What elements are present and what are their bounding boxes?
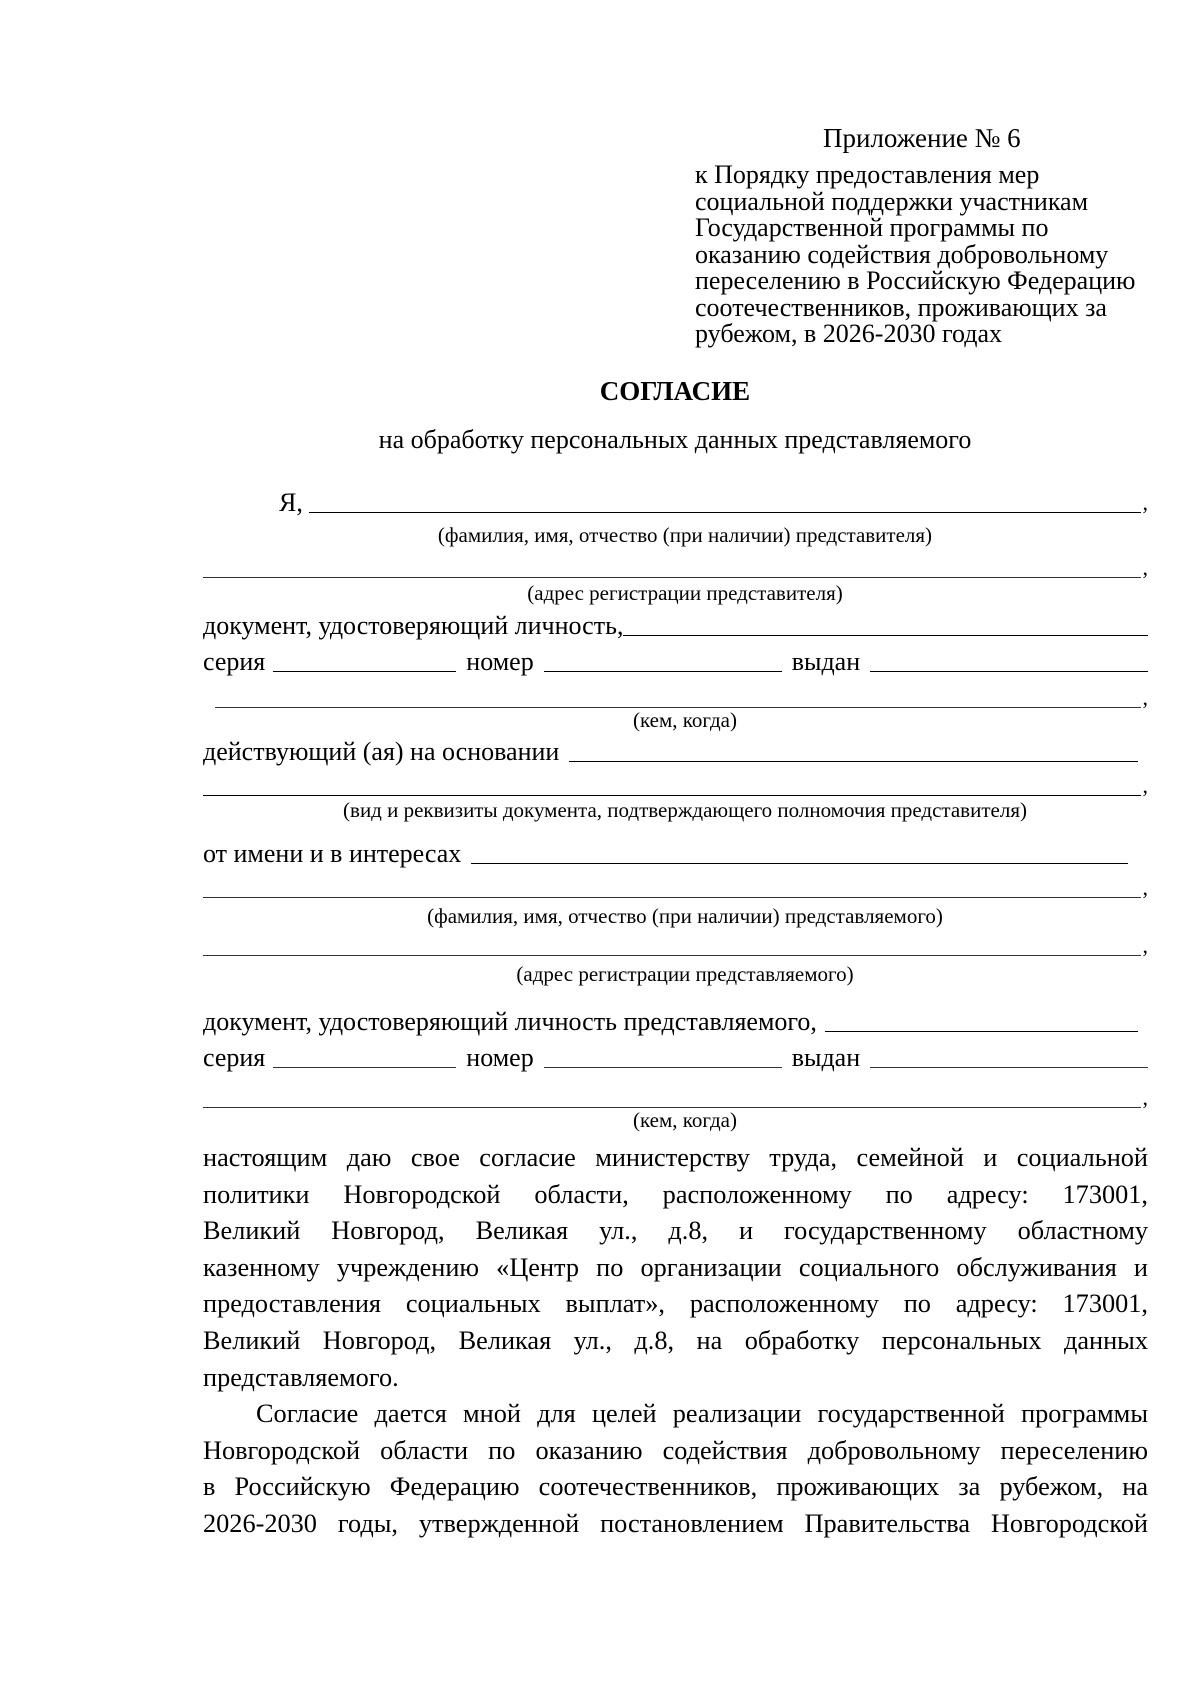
- represented-address-row: [203, 930, 1148, 962]
- paragraph-line: настоящим даю свое согласие министерству труда, семейной и социальной: [203, 1143, 1148, 1172]
- caption-representative-address: (адрес регистрации представителя): [527, 581, 843, 605]
- on-behalf-label: от имени и в интересах: [203, 839, 462, 868]
- caption-issued-by: (кем, когда): [633, 708, 737, 732]
- comma: ,: [1142, 773, 1148, 798]
- represented-series-row: [203, 1042, 1148, 1074]
- series-label: серия: [203, 1043, 266, 1072]
- appendix-line: к Порядку предоставления мер: [695, 160, 1040, 189]
- paragraph-line: в Российскую Федерацию соотечественников, проживающих за рубежом, на: [203, 1472, 1148, 1502]
- series-field[interactable]: [273, 671, 456, 672]
- paragraph-line: представляемого.: [203, 1362, 399, 1392]
- paragraph-line: Новгородской области по оказанию содействия добровольному переселению: [203, 1435, 1148, 1465]
- comma: ,: [1142, 875, 1148, 900]
- on-behalf-field[interactable]: [471, 863, 1128, 864]
- appendix-reference: [695, 162, 1165, 348]
- appendix-line: Государственной программы по: [695, 213, 1049, 242]
- series-label: серия: [203, 647, 266, 676]
- caption-issued-by: (кем, когда): [633, 1108, 737, 1132]
- issued-label: выдан: [791, 647, 861, 676]
- represented-name-row: [203, 872, 1148, 904]
- appendix-line: оказанию содействия добровольному: [695, 239, 1109, 269]
- consent-paragraph: [203, 1140, 1148, 1396]
- issued-field[interactable]: [870, 1067, 1148, 1068]
- number-field[interactable]: [544, 671, 782, 672]
- appendix-line: социальной поддержки участникам: [695, 186, 1089, 216]
- caption-authority-document: (вид и реквизиты документа, подтверждающего полномочия представителя): [343, 798, 1027, 822]
- issued-field[interactable]: [870, 671, 1148, 672]
- representative-id-field[interactable]: [623, 635, 1148, 636]
- comma: ,: [1142, 685, 1148, 710]
- represented-id-field[interactable]: [825, 1031, 1138, 1032]
- caption-represented-fio: (фамилия, имя, отчество (при наличии) представляемого): [427, 904, 943, 928]
- paragraph-line: казенному учреждению «Центр по организации социального обслуживания и: [203, 1252, 1148, 1282]
- issued-label: выдан: [791, 1043, 861, 1072]
- paragraph-line: Великий Новгород, Великая ул., д.8, на обработку персональных данных: [203, 1325, 1148, 1355]
- number-field[interactable]: [544, 1067, 782, 1068]
- authority-document-field[interactable]: [203, 795, 1141, 796]
- representative-name-field[interactable]: [309, 512, 1141, 513]
- paragraph-line: политики Новгородской области, расположенному по адресу: 173001,: [203, 1179, 1148, 1209]
- on-behalf-row: [203, 838, 1148, 870]
- caption-represented-address: (адрес регистрации представляемого): [516, 962, 854, 986]
- paragraph-line: 2026-2030 годы, утвержденной постановлением Правительства Новгородской: [203, 1508, 1148, 1538]
- appendix-line: рубежом, в 2026-2030 годах: [695, 319, 1002, 348]
- representative-name-row: [203, 487, 1148, 519]
- represented-id-label: документ, удостоверяющий личность представляемого,: [203, 1007, 817, 1036]
- comma: ,: [1142, 1085, 1148, 1110]
- id-document-label: документ, удостоверяющий личность,: [203, 611, 624, 640]
- paragraph-line: Согласие дается мной для целей реализации государственной программы: [256, 1399, 1148, 1428]
- comma: ,: [1142, 490, 1148, 515]
- represented-name-field[interactable]: [203, 897, 1141, 898]
- number-label: номер: [466, 1043, 534, 1072]
- paragraph-line: предоставления социальных выплат», расположенному по адресу: 173001,: [203, 1289, 1148, 1319]
- comma: ,: [1142, 555, 1148, 580]
- series-field[interactable]: [273, 1067, 456, 1068]
- representative-id-row: [203, 610, 1148, 642]
- caption-representative-fio: (фамилия, имя, отчество (при наличии) представителя): [437, 523, 933, 547]
- paragraph-line: Великий Новгород, Великая ул., д.8, и государственному областному: [203, 1216, 1148, 1246]
- ya-label: Я,: [279, 488, 303, 517]
- represented-id-row: [203, 1006, 1148, 1038]
- document-title: СОГЛАСИЕ: [599, 376, 751, 406]
- representative-address-field[interactable]: [203, 577, 1141, 578]
- appendix-number: Приложение № 6: [823, 123, 1021, 153]
- authority-basis-field[interactable]: [569, 761, 1138, 762]
- purpose-paragraph: [203, 1396, 1148, 1542]
- authority-basis-row: [203, 736, 1148, 768]
- appendix-line: переселению в Российскую Федерацию: [695, 266, 1136, 295]
- document-subtitle: на обработку персональных данных представляемого: [378, 425, 972, 454]
- appendix-line: соотечественников, проживающих за: [695, 292, 1107, 322]
- comma: ,: [1142, 933, 1148, 958]
- representative-series-row: [203, 646, 1148, 678]
- acting-label: действующий (ая) на основании: [203, 737, 560, 766]
- number-label: номер: [466, 647, 534, 676]
- represented-address-field[interactable]: [203, 955, 1141, 956]
